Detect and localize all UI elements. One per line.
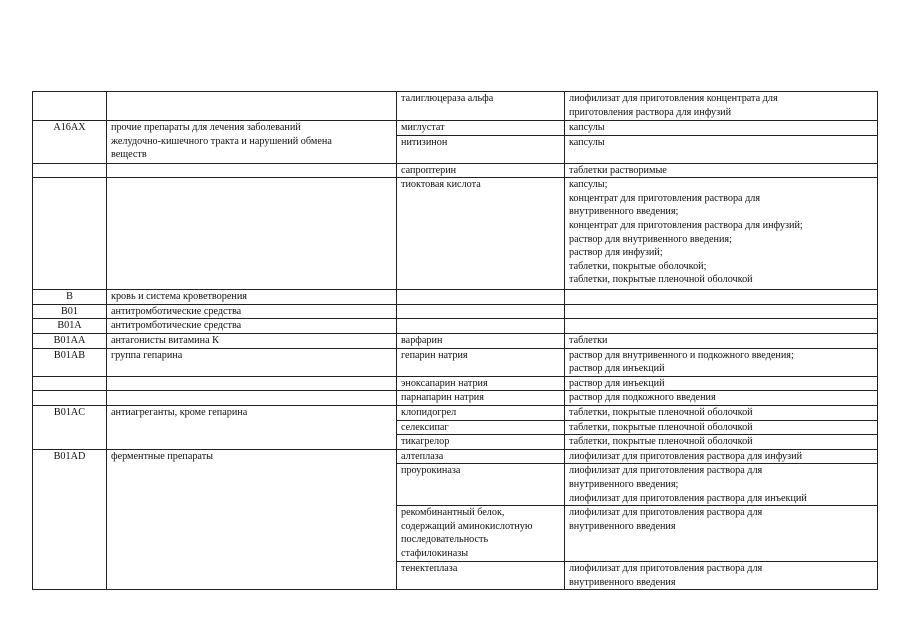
table-row (33, 304, 878, 319)
atc-code-cell: B01AC (33, 405, 107, 449)
atc-group-cell: ферментные препараты (107, 449, 397, 590)
atc-code-cell: B (33, 290, 107, 305)
atc-code-cell: B01 (33, 304, 107, 319)
atc-code-cell: B01AD (33, 449, 107, 590)
table-row (33, 163, 878, 178)
dosage-form-cell: раствор для внутривенного и подкожного введения; раствор для инъекций (565, 348, 878, 376)
drug-name-cell (397, 290, 565, 305)
drug-name-cell: тиоктовая кислота (397, 178, 565, 290)
atc-group-cell: антитромботические средства (107, 319, 397, 334)
dosage-form-cell: лиофилизат для приготовления концентрата для приготовления раствора для инфузий (565, 92, 878, 121)
dosage-form-cell: таблетки (565, 333, 878, 348)
dosage-form-cell: лиофилизат для приготовления раствора для внутривенного введения (565, 562, 878, 590)
table-row (33, 92, 878, 121)
atc-code-cell (33, 391, 107, 406)
atc-group-cell (107, 376, 397, 391)
atc-group-cell: антиагреганты, кроме гепарина (107, 405, 397, 449)
drug-name-cell: клопидогрел (397, 405, 565, 420)
atc-code-cell (33, 178, 107, 290)
atc-code-cell (33, 163, 107, 178)
drug-name-cell: тикагрелор (397, 435, 565, 450)
atc-code-cell: A16AX (33, 121, 107, 164)
drug-table-body (33, 92, 878, 590)
atc-group-cell: кровь и система кроветворения (107, 290, 397, 305)
drug-name-cell: парнапарин натрия (397, 391, 565, 406)
dosage-form-cell: таблетки, покрытые пленочной оболочкой (565, 420, 878, 435)
table-row (33, 376, 878, 391)
atc-code-cell: B01AA (33, 333, 107, 348)
drug-name-cell: селексипаг (397, 420, 565, 435)
drug-name-cell: тенектеплаза (397, 562, 565, 590)
dosage-form-cell: капсулы (565, 135, 878, 163)
drug-name-cell: нитизинон (397, 135, 565, 163)
dosage-form-cell: раствор для подкожного введения (565, 391, 878, 406)
drug-table (32, 91, 878, 590)
drug-name-cell: рекомбинантный белок, содержащий аминокислотную последовательность стафилокиназы (397, 506, 565, 562)
dosage-form-cell (565, 304, 878, 319)
dosage-form-cell: капсулы (565, 121, 878, 136)
dosage-form-cell: таблетки, покрытые пленочной оболочкой (565, 435, 878, 450)
table-row (33, 319, 878, 334)
table-row (33, 333, 878, 348)
dosage-form-cell: таблетки, покрытые пленочной оболочкой (565, 405, 878, 420)
table-row (33, 290, 878, 305)
drug-name-cell (397, 304, 565, 319)
atc-group-cell: антитромботические средства (107, 304, 397, 319)
dosage-form-cell: таблетки растворимые (565, 163, 878, 178)
drug-name-cell (397, 319, 565, 334)
drug-name-cell: алтеплаза (397, 449, 565, 464)
atc-group-cell (107, 391, 397, 406)
table-row (33, 449, 878, 464)
atc-group-cell: группа гепарина (107, 348, 397, 376)
drug-name-cell: эноксапарин натрия (397, 376, 565, 391)
atc-group-cell (107, 178, 397, 290)
drug-name-cell: талиглюцераза альфа (397, 92, 565, 121)
drug-name-cell: гепарин натрия (397, 348, 565, 376)
atc-code-cell: B01A (33, 319, 107, 334)
dosage-form-cell: лиофилизат для приготовления раствора для инфузий (565, 449, 878, 464)
table-row (33, 391, 878, 406)
atc-code-cell (33, 376, 107, 391)
dosage-form-cell: лиофилизат для приготовления раствора для внутривенного введения (565, 506, 878, 562)
atc-group-cell: антагонисты витамина К (107, 333, 397, 348)
table-row (33, 121, 878, 136)
dosage-form-cell: капсулы; концентрат для приготовления раствора для внутривенного введения; концентрат для приготовления раствора для инфузий; раствор для внутривенного введения; раствор для инфузий; таблетки, покрытые оболочкой; таблетки, покрытые пленочной оболочкой (565, 178, 878, 290)
atc-code-cell (33, 92, 107, 121)
drug-name-cell: проурокиназа (397, 464, 565, 506)
drug-name-cell: сапроптерин (397, 163, 565, 178)
dosage-form-cell (565, 290, 878, 305)
drug-name-cell: миглустат (397, 121, 565, 136)
atc-group-cell (107, 163, 397, 178)
table-row (33, 178, 878, 290)
table-row (33, 348, 878, 376)
dosage-form-cell: раствор для инъекций (565, 376, 878, 391)
atc-code-cell: B01AB (33, 348, 107, 376)
drug-name-cell: варфарин (397, 333, 565, 348)
atc-group-cell (107, 92, 397, 121)
atc-group-cell: прочие препараты для лечения заболеваний желудочно-кишечного тракта и нарушений обмена веществ (107, 121, 397, 164)
dosage-form-cell (565, 319, 878, 334)
table-row (33, 405, 878, 420)
dosage-form-cell: лиофилизат для приготовления раствора для внутривенного введения; лиофилизат для приготовления раствора для инъекций (565, 464, 878, 506)
